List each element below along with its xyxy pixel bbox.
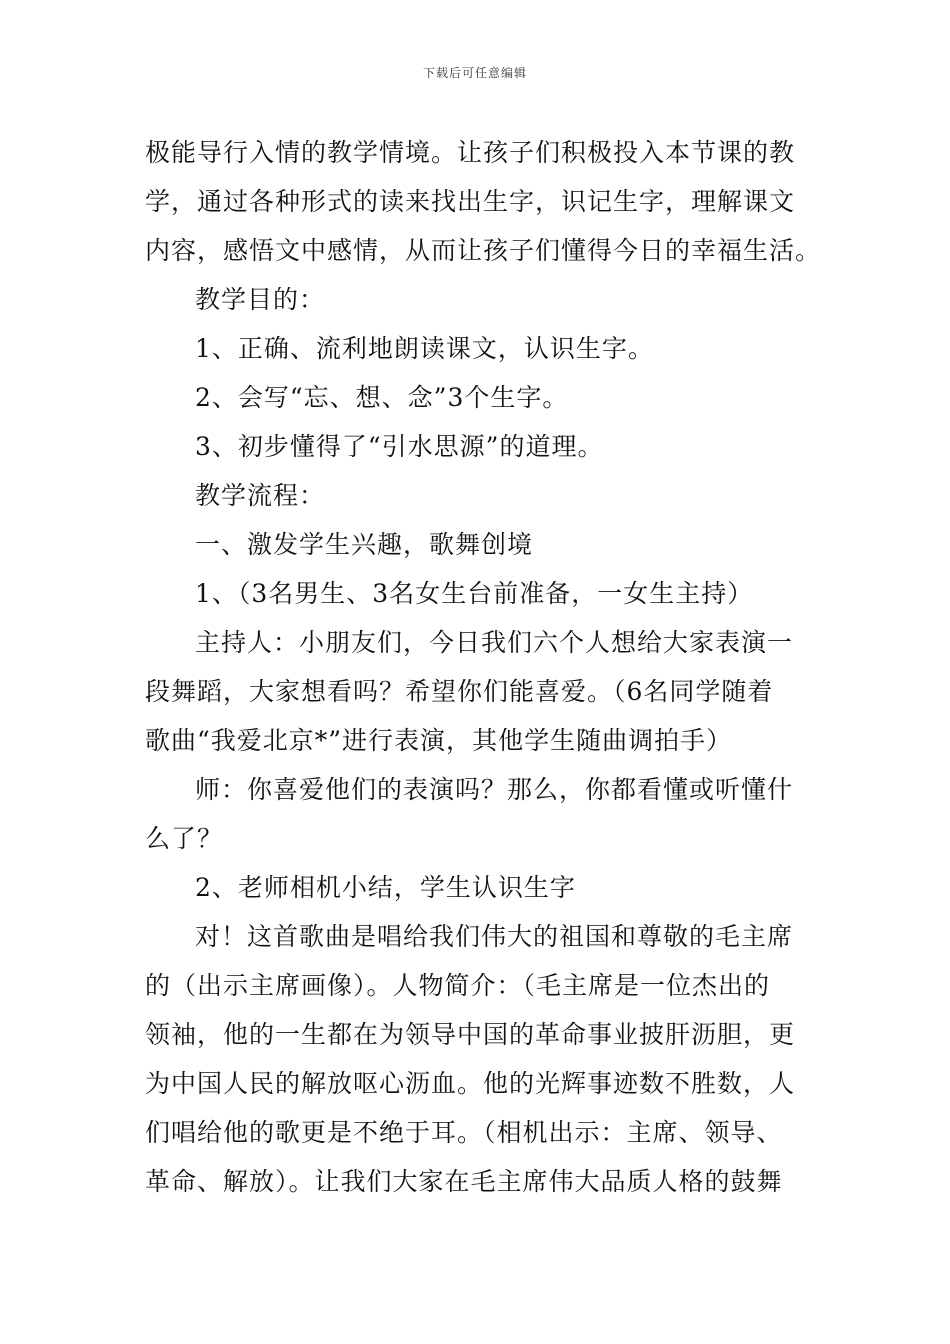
document-body	[145, 128, 822, 1206]
body-line: 们唱给他的歌更是不绝于耳。（相机出示：主席、领导、	[145, 1118, 783, 1147]
body-line: 师：你喜爱他们的表演吗？那么，你都看懂或听懂什	[195, 775, 794, 804]
body-line: 的（出示主席画像）。人物简介：（毛主席是一位杰出的	[145, 971, 771, 1000]
body-line: 歌曲“我爱北京*”进行表演，其他学生随曲调拍手）	[145, 726, 733, 755]
body-line: 领袖，他的一生都在为领导中国的革命事业披肝沥胆，更	[145, 1020, 796, 1049]
body-line: 段舞蹈，大家想看吗？希望你们能喜爱。（6名同学随着	[145, 677, 774, 706]
body-line: 3、初步懂得了“引水思源”的道理。	[195, 432, 604, 461]
body-line: 2、会写“忘、想、念”3个生字。	[195, 383, 569, 412]
page-header: 下载后可任意编辑	[422, 66, 527, 80]
body-line: 极能导行入情的教学情境。让孩子们积极投入本节课的教	[145, 138, 796, 167]
body-line: 教学目的：	[195, 285, 326, 314]
body-line: 革命、解放）。让我们大家在毛主席伟大品质人格的鼓舞	[145, 1167, 783, 1196]
body-line: 么了？	[145, 824, 224, 853]
body-line: 为中国人民的解放呕心沥血。他的光辉事迹数不胜数，人	[145, 1069, 796, 1098]
body-line: 一、激发学生兴趣，歌舞创境	[195, 530, 534, 559]
body-line: 内容，感悟文中感情，从而让孩子们懂得今日的幸福生活。	[145, 236, 822, 265]
body-line: 学，通过各种形式的读来找出生字，识记生字，理解课文	[145, 187, 796, 216]
body-line: 1、（3名男生、3名女生台前准备，一女生主持）	[195, 579, 754, 608]
body-line: 2、老师相机小结，学生认识生字	[195, 873, 576, 902]
body-line: 教学流程：	[195, 481, 326, 510]
body-line: 对！这首歌曲是唱给我们伟大的祖国和尊敬的毛主席	[195, 922, 794, 951]
body-line: 主持人：小朋友们，今日我们六个人想给大家表演一	[195, 628, 794, 657]
body-line: 1、正确、流利地朗读课文，认识生字。	[195, 334, 654, 363]
